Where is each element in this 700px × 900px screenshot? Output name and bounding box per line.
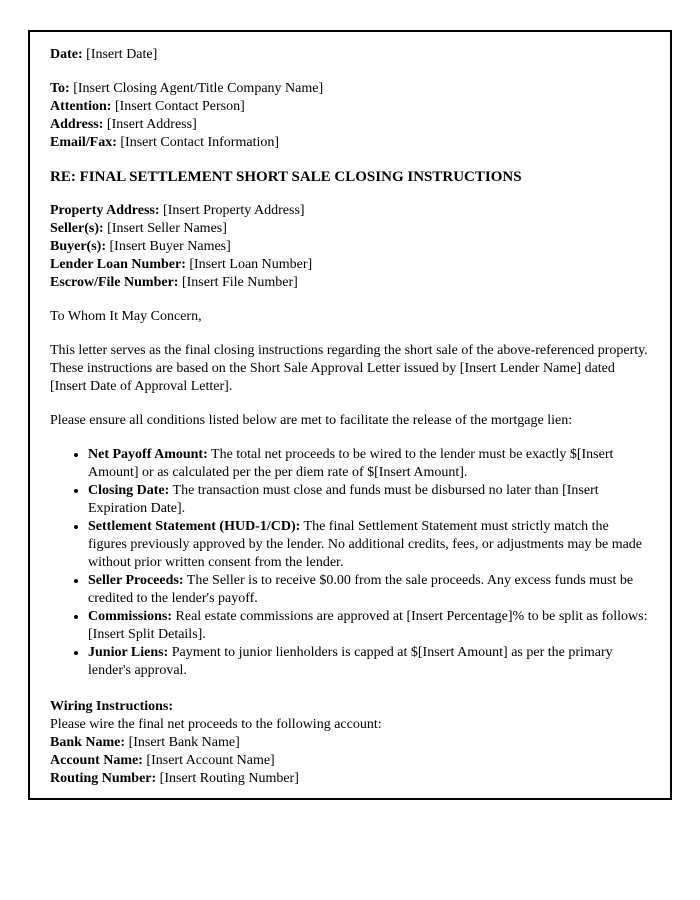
recipient-address-label: Address: bbox=[50, 117, 104, 132]
recipient-emailfax-line bbox=[50, 134, 650, 152]
condition-net-payoff bbox=[88, 446, 650, 482]
wiring-heading-label: Wiring Instructions: bbox=[50, 699, 174, 714]
recipient-block bbox=[50, 80, 650, 152]
recipient-address-value: [Insert Address] bbox=[106, 117, 197, 132]
condition-closing-date-label: Closing Date: bbox=[88, 483, 170, 498]
recipient-address-line bbox=[50, 116, 650, 134]
wiring-heading bbox=[50, 698, 650, 716]
condition-commissions bbox=[88, 608, 650, 644]
lender-loan-number-label: Lender Loan Number: bbox=[50, 257, 186, 272]
lender-loan-number-value: [Insert Loan Number] bbox=[189, 257, 313, 272]
property-address-line bbox=[50, 202, 650, 220]
routing-number-line bbox=[50, 770, 650, 788]
escrow-file-number-line bbox=[50, 274, 650, 292]
recipient-attention-label: Attention: bbox=[50, 99, 112, 114]
recipient-emailfax-label: Email/Fax: bbox=[50, 135, 117, 150]
recipient-to-line bbox=[50, 80, 650, 98]
wiring-instructions-block bbox=[50, 698, 650, 788]
bank-name-value: [Insert Bank Name] bbox=[128, 735, 240, 750]
recipient-to-label: To: bbox=[50, 81, 70, 96]
routing-number-value: [Insert Routing Number] bbox=[159, 771, 299, 786]
condition-settlement-statement bbox=[88, 518, 650, 572]
lender-loan-number-line bbox=[50, 256, 650, 274]
recipient-to-value: [Insert Closing Agent/Title Company Name] bbox=[73, 81, 324, 96]
buyers-value: [Insert Buyer Names] bbox=[109, 239, 231, 254]
bank-name-label: Bank Name: bbox=[50, 735, 126, 750]
condition-closing-date bbox=[88, 482, 650, 518]
sellers-value: [Insert Seller Names] bbox=[107, 221, 227, 236]
condition-commissions-text: Real estate commissions are approved at [Insert Percentage]% to be split as follows: [Insert Split Details]. bbox=[88, 609, 648, 642]
recipient-attention-value: [Insert Contact Person] bbox=[114, 99, 245, 114]
buyers-line bbox=[50, 238, 650, 256]
wiring-intro: Please wire the final net proceeds to the following account: bbox=[50, 717, 382, 732]
property-address-value: [Insert Property Address] bbox=[163, 203, 305, 218]
bank-name-line bbox=[50, 734, 650, 752]
property-details-block bbox=[50, 202, 650, 292]
buyers-label: Buyer(s): bbox=[50, 239, 106, 254]
date-label: Date: bbox=[50, 47, 83, 62]
account-name-value: [Insert Account Name] bbox=[146, 753, 275, 768]
recipient-attention-line bbox=[50, 98, 650, 116]
sellers-line bbox=[50, 220, 650, 238]
salutation: To Whom It May Concern, bbox=[50, 309, 202, 324]
condition-net-payoff-text: The total net proceeds to be wired to the lender must be exactly $[Insert Amount] or as calculated per the per diem rate of $[Insert Amount]. bbox=[88, 447, 614, 480]
conditions-list bbox=[50, 446, 650, 680]
conditions-intro: Please ensure all conditions listed below are met to facilitate the release of the mortgage lien: bbox=[50, 413, 573, 428]
date-line bbox=[50, 46, 650, 64]
condition-junior-liens bbox=[88, 644, 650, 680]
condition-junior-liens-text: Payment to junior lienholders is capped at $[Insert Amount] as per the primary lender's approval. bbox=[88, 645, 613, 678]
escrow-file-number-label: Escrow/File Number: bbox=[50, 275, 179, 290]
condition-closing-date-text: The transaction must close and funds must be disbursed no later than [Insert Expiration Date]. bbox=[88, 483, 599, 516]
condition-net-payoff-label: Net Payoff Amount: bbox=[88, 447, 208, 462]
condition-settlement-statement-text: The final Settlement Statement must strictly match the figures previously approved by the lender. No additional credits, fees, or adjustments may be made without prior written consent from the lender. bbox=[88, 519, 643, 570]
condition-commissions-label: Commissions: bbox=[88, 609, 173, 624]
recipient-emailfax-value: [Insert Contact Information] bbox=[120, 135, 280, 150]
sellers-label: Seller(s): bbox=[50, 221, 104, 236]
account-name-line bbox=[50, 752, 650, 770]
condition-settlement-statement-label: Settlement Statement (HUD-1/CD): bbox=[88, 519, 301, 534]
routing-number-label: Routing Number: bbox=[50, 771, 157, 786]
subject-line: RE: FINAL SETTLEMENT SHORT SALE CLOSING INSTRUCTIONS bbox=[50, 169, 522, 185]
intro-paragraph: This letter serves as the final closing instructions regarding the short sale of the above-referenced property. These instructions are based on the Short Sale Approval Letter issued by [Insert Lender Name] dated [Insert Date of Approval Letter]. bbox=[50, 343, 648, 394]
date-value: [Insert Date] bbox=[86, 47, 158, 62]
escrow-file-number-value: [Insert File Number] bbox=[181, 275, 298, 290]
condition-junior-liens-label: Junior Liens: bbox=[88, 645, 169, 660]
condition-seller-proceeds bbox=[88, 572, 650, 608]
property-address-label: Property Address: bbox=[50, 203, 160, 218]
letter-page bbox=[28, 30, 672, 800]
condition-seller-proceeds-text: The Seller is to receive $0.00 from the sale proceeds. Any excess funds must be credited to the lender's payoff. bbox=[88, 573, 634, 606]
condition-seller-proceeds-label: Seller Proceeds: bbox=[88, 573, 184, 588]
account-name-label: Account Name: bbox=[50, 753, 143, 768]
